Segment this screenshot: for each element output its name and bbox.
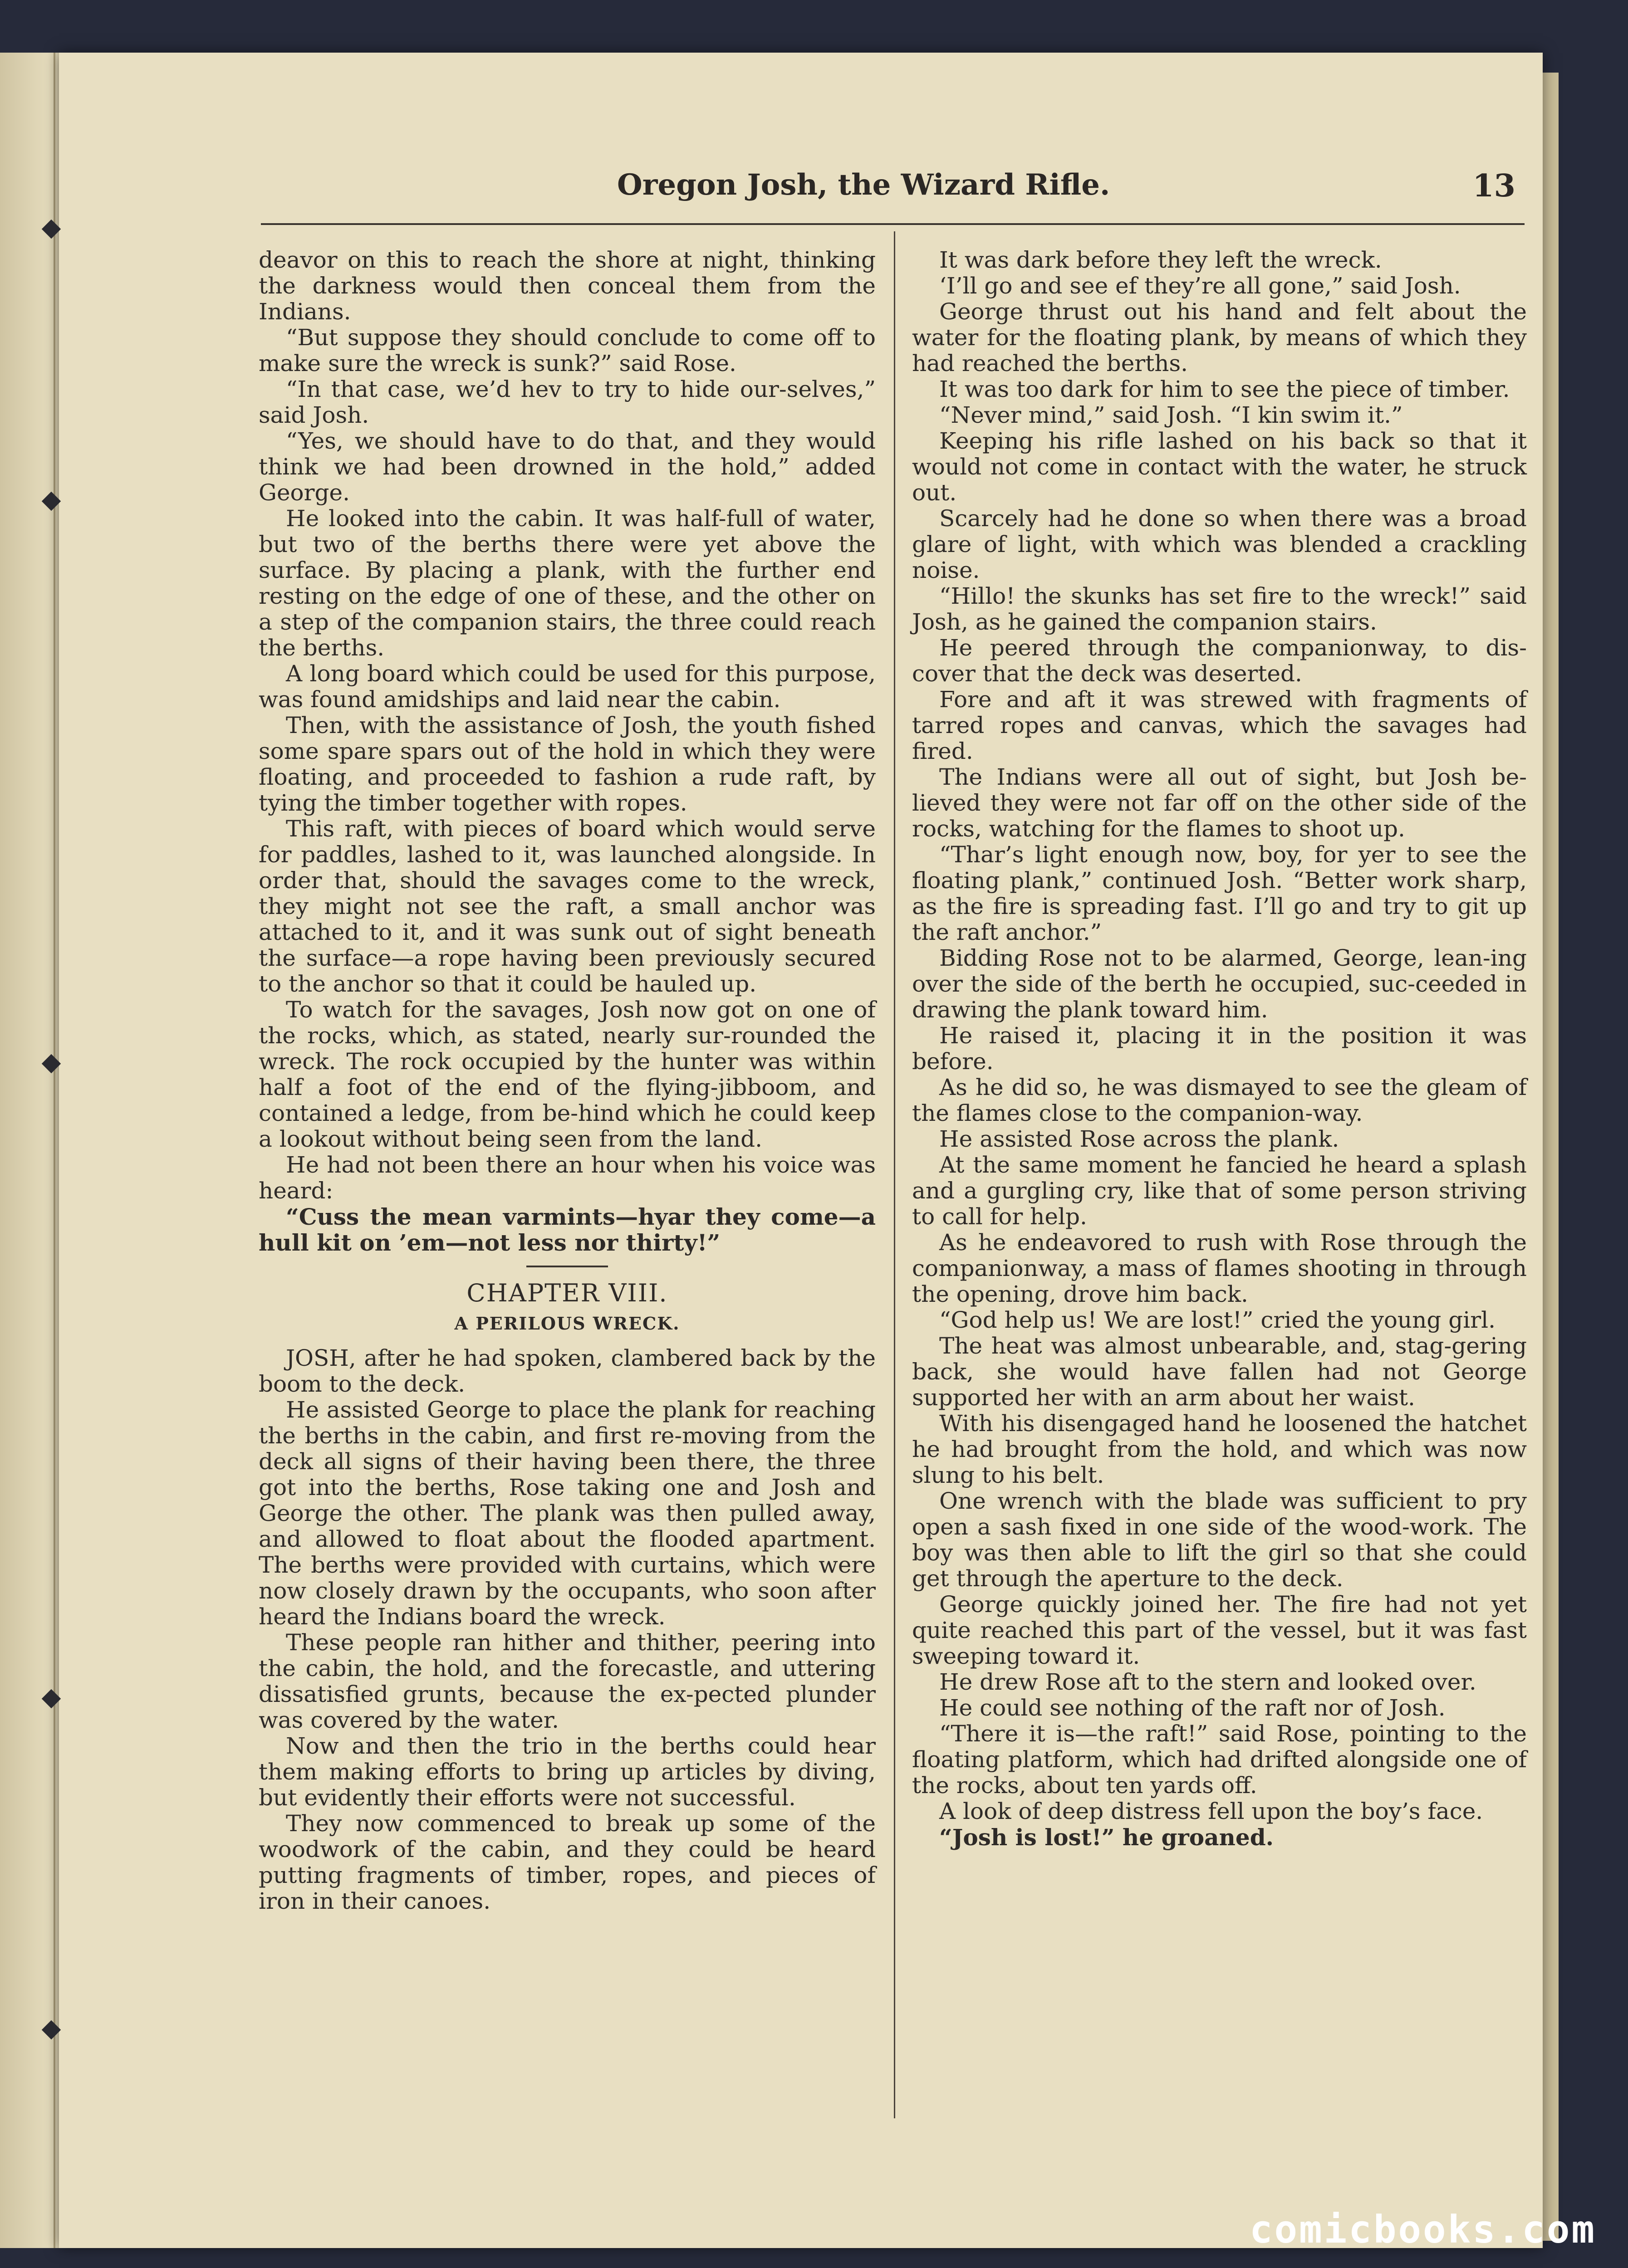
paragraph: The heat was almost unbearable, and, stag-gering back, she would have fallen had not George supported her with an arm about her waist. — [912, 1333, 1527, 1411]
paragraph: He looked into the cabin. It was half-full of water, but two of the berths there were yet above the surface. By placing a plank, with the further end resting on the edge of one of these, and the other on a step of the companion stairs, the three could reach the berths. — [259, 505, 876, 661]
page-number: 13 — [1472, 168, 1515, 204]
running-title: Oregon Josh, the Wizard Rifle. — [617, 168, 1110, 202]
paragraph: To watch for the savages, Josh now got on one of the rocks, which, as stated, nearly sur-rounded the wreck. The rock occupied by the hunter was within half a foot of the end of the flying-jibboom, and contained a ledge, from be-hind which he could keep a lookout without being seen from the land. — [259, 997, 876, 1152]
paragraph: It was too dark for him to see the piece of timber. — [939, 376, 1510, 402]
paragraph: As he endeavored to rush with Rose through the companionway, a mass of flames shooting in through the opening, drove him back. — [912, 1229, 1527, 1307]
paragraph: At the same moment he fancied he heard a splash and a gurgling cry, like that of some person striving to call for help. — [912, 1152, 1527, 1230]
paragraph: “Josh is lost!” he groaned. — [939, 1824, 1274, 1851]
paragraph: He drew Rose aft to the stern and looked over. — [939, 1669, 1476, 1695]
page-header — [259, 168, 1525, 213]
paragraph: George thrust out his hand and felt about the water for the floating plank, by means of which they had reached the berths. — [912, 298, 1527, 376]
paragraph: He could see nothing of the raft nor of Josh. — [939, 1695, 1446, 1721]
paragraph: A look of deep distress fell upon the boy’s face. — [939, 1798, 1483, 1824]
paragraph: “Thar’s light enough now, boy, for yer to see the floating plank,” continued Josh. “Better work sharp, as the fire is spreading fast. I’ll go and try to git up the raft anchor.” — [912, 841, 1527, 945]
book-spine — [0, 53, 68, 2248]
paragraph: Now and then the trio in the berths could hear them making efforts to bring up articles by diving, but evidently their efforts were not successful. — [259, 1733, 876, 1811]
paragraph: Keeping his rifle lashed on his back so that it would not come in contact with the water, he struck out. — [912, 428, 1527, 506]
chapter-rule — [526, 1266, 608, 1267]
paragraph: One wrench with the blade was sufficient to pry open a sash fixed in one side of the wood-work. The boy was then able to lift the girl so that she could get through the aperture to the deck. — [912, 1488, 1527, 1592]
paragraph: “There it is—the raft!” said Rose, pointing to the floating platform, which had drifted alongside one of the rocks, about ten yards off. — [912, 1721, 1527, 1799]
header-rule — [261, 223, 1525, 225]
paragraph: He had not been there an hour when his voice was heard: — [259, 1152, 876, 1204]
right-column — [912, 247, 1527, 1850]
watermark: comicbooks.com — [1249, 2207, 1596, 2252]
paragraph: The Indians were all out of sight, but Josh be-lieved they were not far off on the other side of the rocks, watching for the flames to shoot up. — [912, 764, 1527, 842]
paragraph: Scarcely had he done so when there was a broad glare of light, with which was blended a crackling noise. — [912, 505, 1527, 583]
paragraph: ‘I’ll go and see ef they’re all gone,” said Josh. — [939, 273, 1461, 299]
spine-crease — [54, 53, 55, 2248]
paragraph: It was dark before they left the wreck. — [939, 247, 1382, 273]
paragraph: He assisted Rose across the plank. — [939, 1126, 1339, 1152]
paragraph: They now commenced to break up some of the woodwork of the cabin, and they could be heard putting fragments of timber, ropes, and pieces of iron in their canoes. — [259, 1810, 876, 1914]
paragraph: Fore and aft it was strewed with fragments of tarred ropes and canvas, which the savages had fired. — [912, 686, 1527, 764]
paragraph: Then, with the assistance of Josh, the youth fished some spare spars out of the hold in which they were floating, and proceeded to fashion a rude raft, by tying the timber together with ropes. — [259, 712, 876, 816]
paragraph: JOSH, after he had spoken, clambered back by the boom to the deck. — [259, 1345, 876, 1397]
paragraph: “Never mind,” said Josh. “I kin swim it.” — [939, 402, 1403, 428]
paragraph: “God help us! We are lost!” cried the young girl. — [939, 1307, 1496, 1333]
paragraph: George quickly joined her. The fire had not yet quite reached this part of the vessel, but it was fast sweeping toward it. — [912, 1591, 1527, 1669]
paragraph: Bidding Rose not to be alarmed, George, lean-ing over the side of the berth he occupied, suc-ceeded in drawing the plank toward him. — [912, 945, 1527, 1023]
page-edge — [1540, 73, 1559, 2241]
left-column — [259, 247, 876, 1914]
paragraph: “Yes, we should have to do that, and they would think we had been drowned in the hold,” added George. — [259, 428, 876, 506]
paragraph: “Cuss the mean varmints—hyar they come—a hull kit on ’em—not less nor thirty!” — [259, 1203, 876, 1256]
paragraph: This raft, with pieces of board which would serve for paddles, lashed to it, was launched alongside. In order that, should the savages come to the wreck, they might not see the raft, a small anchor was attached to it, and it was sunk out of sight beneath the surface—a rope having been previously secured to the anchor so that it could be hauled up. — [259, 816, 876, 997]
paragraph: He peered through the companionway, to dis-cover that the deck was deserted. — [912, 635, 1527, 687]
column-divider — [894, 231, 895, 2118]
paragraph: “But suppose they should conclude to come off to make sure the wreck is sunk?” said Rose. — [259, 324, 876, 376]
paragraph: deavor on this to reach the shore at night, thinking the darkness would then conceal them from the Indians. — [259, 247, 876, 325]
paragraph: He raised it, placing it in the position it was before. — [912, 1022, 1527, 1075]
paragraph: A long board which could be used for this purpose, was found amidships and laid near the cabin. — [259, 660, 876, 713]
paragraph: With his disengaged hand he loosened the hatchet he had brought from the hold, and which was now slung to his belt. — [912, 1410, 1527, 1488]
paragraph: “Hillo! the skunks has set fire to the wreck!” said Josh, as he gained the companion stairs. — [912, 583, 1527, 635]
paragraph: He assisted George to place the plank for reaching the berths in the cabin, and first re-moving from the deck all signs of their having been there, the three got into the berths, Rose taking one and Josh and George the other. The plank was then pulled away, and allowed to float about the flooded apartment. The berths were provided with curtains, which were now closely drawn by the occupants, who soon after heard the Indians board the wreck. — [259, 1397, 876, 1630]
chapter-subtitle: A PERILOUS WRECK. — [454, 1313, 680, 1334]
paragraph: These people ran hither and thither, peering into the cabin, the hold, and the forecastle, and uttering dissatisfied grunts, because the ex-pected plunder was covered by the water. — [259, 1629, 876, 1733]
paragraph: “In that case, we’d hev to try to hide our-selves,” said Josh. — [259, 376, 876, 428]
chapter-title: CHAPTER VIII. — [466, 1279, 668, 1307]
paragraph: As he did so, he was dismayed to see the gleam of the flames close to the companion-way. — [912, 1074, 1527, 1126]
